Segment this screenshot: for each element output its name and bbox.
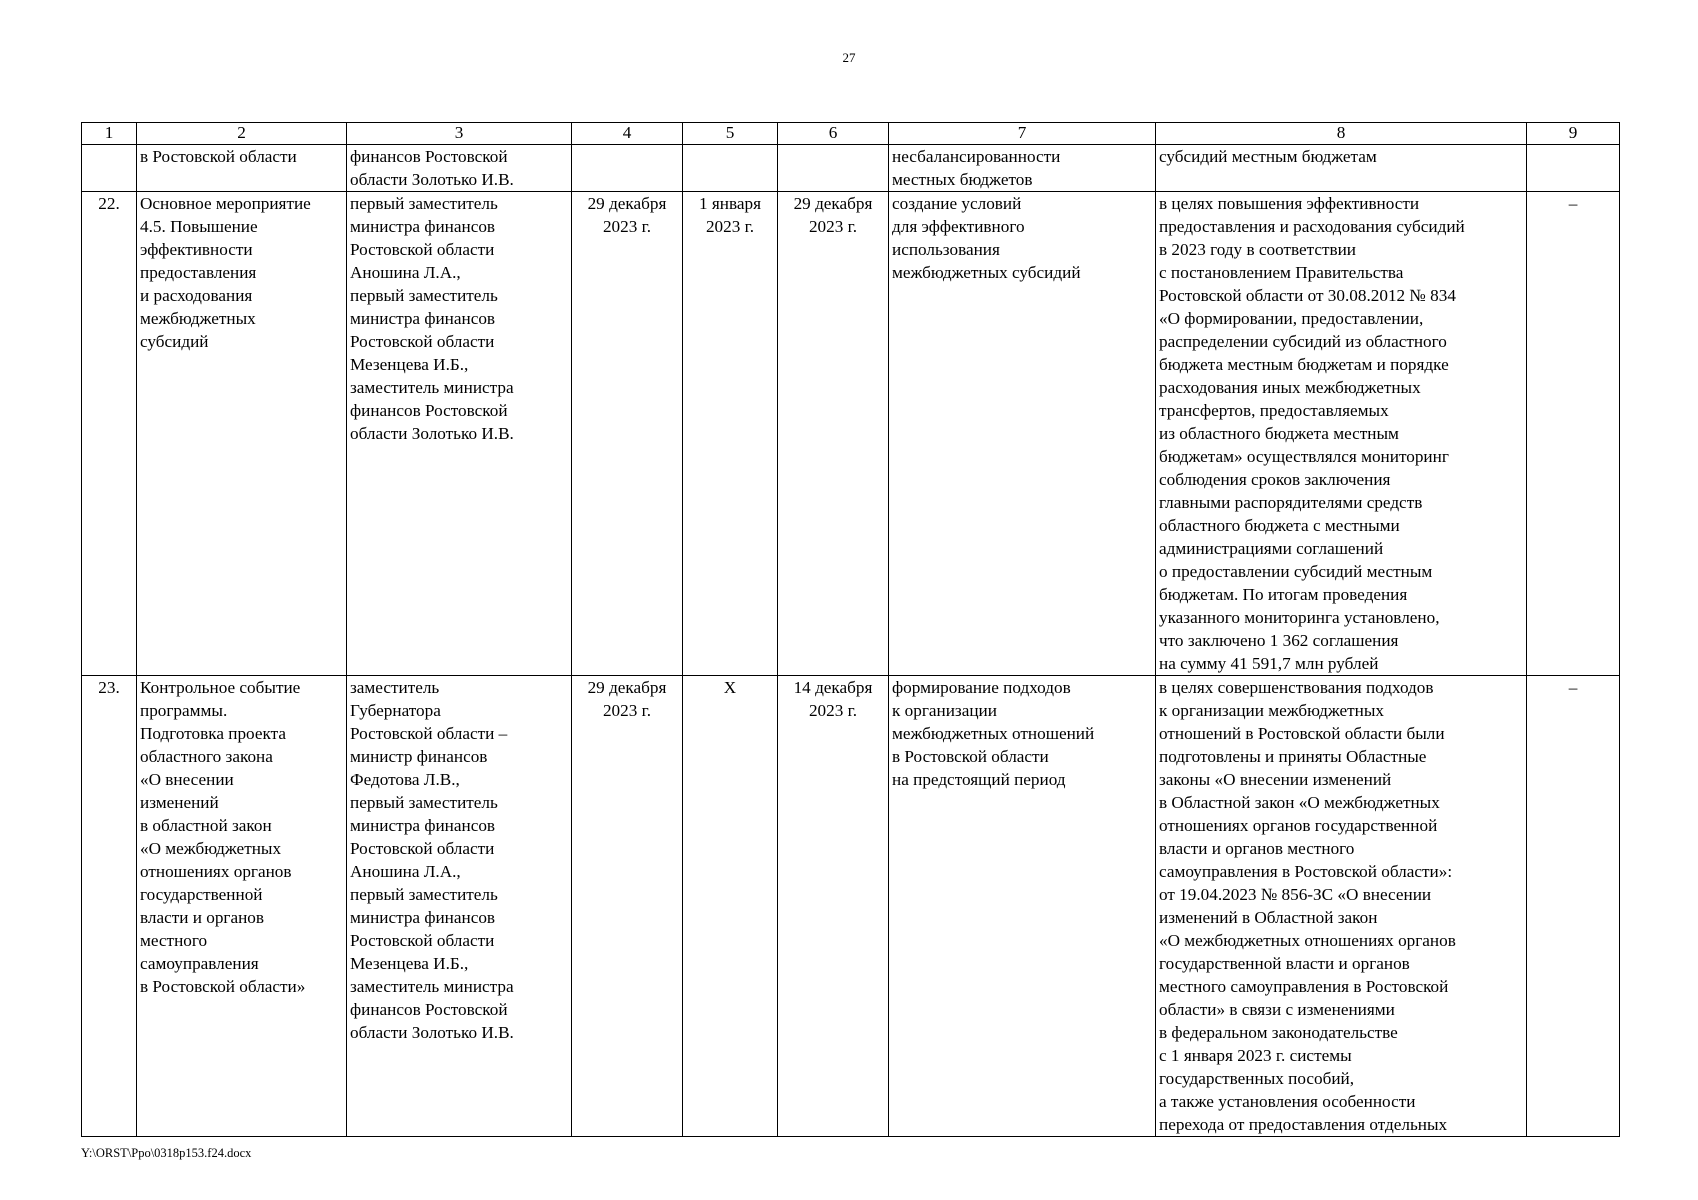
col-header-8: 8 bbox=[1156, 123, 1527, 145]
notes: – bbox=[1527, 676, 1620, 1137]
col-header-1: 1 bbox=[82, 123, 137, 145]
col-header-9: 9 bbox=[1527, 123, 1620, 145]
notes bbox=[1527, 145, 1620, 192]
col-header-2: 2 bbox=[137, 123, 347, 145]
planned-date: 29 декабря 2023 г. bbox=[572, 192, 683, 676]
end-date bbox=[778, 145, 889, 192]
footer-file-path: Y:\ORST\Ppo\0318p153.f24.docx bbox=[81, 1146, 252, 1160]
measures-table bbox=[81, 122, 1620, 1137]
actual-result: в целях совершенствования подходов к организации межбюджетных отношений в Ростовской области были подготовлены и приняты Областные законы «О внесении изменений в Областной закон «О межбюджетных отношениях органов государственной власти и органов местного самоуправления в Ростовской области»: от 19.04.2023 № 856-ЗС «О внесении изменений в Областной закон «О межбюджетных отношениях органов государственной власти и органов местного самоуправления в Ростовской области» в связи с изменениями в федеральном законодательстве с 1 января 2023 г. системы государственных пособий, а также установления особенности перехода от предоставления отдельных bbox=[1156, 676, 1527, 1137]
responsible: первый заместитель министра финансов Ростовской области Аношина Л.А., первый заместитель министра финансов Ростовской области Мезенцева И.Б., заместитель министра финансов Ростовской области Золотько И.В. bbox=[347, 192, 572, 676]
col-header-7: 7 bbox=[889, 123, 1156, 145]
col-header-6: 6 bbox=[778, 123, 889, 145]
expected-result: создание условий для эффективного использования межбюджетных субсидий bbox=[889, 192, 1156, 676]
measure-name: Основное мероприятие 4.5. Повышение эффективности предоставления и расходования межбюджетных субсидий bbox=[137, 192, 347, 676]
start-date: 1 января 2023 г. bbox=[683, 192, 778, 676]
col-header-5: 5 bbox=[683, 123, 778, 145]
header-row bbox=[82, 123, 1620, 145]
expected-result: формирование подходов к организации межбюджетных отношений в Ростовской области на предстоящий период bbox=[889, 676, 1156, 1137]
table-row bbox=[82, 676, 1620, 1137]
actual-result: в целях повышения эффективности предоставления и расходования субсидий в 2023 году в соответствии с постановлением Правительства Ростовской области от 30.08.2012 № 834 «О формировании, предоставлении, распределении субсидий из областного бюджета местным бюджетам и порядке расходования иных межбюджетных трансфертов, предоставляемых из областного бюджета местным бюджетам» осуществлялся мониторинг соблюдения сроков заключения главными распорядителями средств областного бюджета с местными администрациями соглашений о предоставлении субсидий местным бюджетам. По итогам проведения указанного мониторинга установлено, что заключено 1 362 соглашения на сумму 41 591,7 млн рублей bbox=[1156, 192, 1527, 676]
row-number bbox=[82, 145, 137, 192]
table-row bbox=[82, 192, 1620, 676]
start-date: Х bbox=[683, 676, 778, 1137]
row-number: 22. bbox=[82, 192, 137, 676]
col-header-3: 3 bbox=[347, 123, 572, 145]
table-row bbox=[82, 145, 1620, 192]
notes: – bbox=[1527, 192, 1620, 676]
col-header-4: 4 bbox=[572, 123, 683, 145]
row-number: 23. bbox=[82, 676, 137, 1137]
planned-date bbox=[572, 145, 683, 192]
responsible: заместитель Губернатора Ростовской области – министр финансов Федотова Л.В., первый заместитель министра финансов Ростовской области Аношина Л.А., первый заместитель министра финансов Ростовской области Мезенцева И.Б., заместитель министра финансов Ростовской области Золотько И.В. bbox=[347, 676, 572, 1137]
actual-result: субсидий местным бюджетам bbox=[1156, 145, 1527, 192]
start-date bbox=[683, 145, 778, 192]
expected-result: несбалансированности местных бюджетов bbox=[889, 145, 1156, 192]
end-date: 29 декабря 2023 г. bbox=[778, 192, 889, 676]
end-date: 14 декабря 2023 г. bbox=[778, 676, 889, 1137]
page-number: 27 bbox=[842, 50, 856, 65]
planned-date: 29 декабря 2023 г. bbox=[572, 676, 683, 1137]
responsible: финансов Ростовской области Золотько И.В. bbox=[347, 145, 572, 192]
measure-name: Контрольное событие программы. Подготовка проекта областного закона «О внесении изменений в областной закон «О межбюджетных отношениях органов государственной власти и органов местного самоуправления в Ростовской области» bbox=[137, 676, 347, 1137]
measure-name: в Ростовской области bbox=[137, 145, 347, 192]
